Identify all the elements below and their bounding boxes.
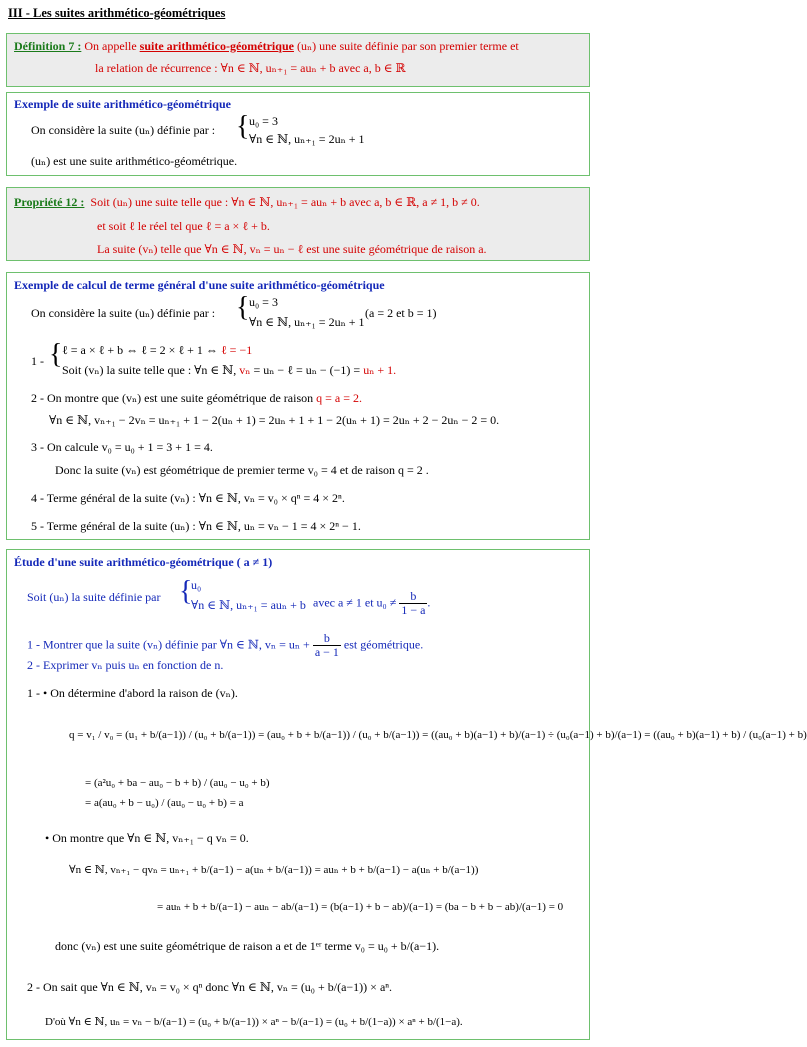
study-system-1: u₀ — [191, 578, 202, 592]
example-2-system-2: ∀n ∈ ℕ, uₙ₊₁ = 2uₙ + 1 — [249, 315, 365, 329]
definition-text-1: On appelle — [84, 39, 137, 53]
brace-icon: { — [179, 576, 193, 607]
fraction-denominator: 1 − a — [401, 603, 426, 617]
study-box — [6, 549, 807, 1040]
step-1-number: 1 - — [31, 354, 44, 368]
study-condition-text: avec a ≠ 1 et u₀ ≠ — [313, 595, 397, 610]
definition-label: Définition 7 : — [14, 39, 82, 53]
example-1-line-1: On considère la suite (uₙ) définie par : — [31, 123, 216, 137]
definition-term: suite arithmético-géométrique — [139, 39, 294, 53]
example-1-box — [6, 92, 590, 176]
step-1-result: ℓ = −1 — [220, 343, 253, 357]
study-system-2: ∀n ∈ ℕ, uₙ₊₁ = auₙ + b — [191, 598, 306, 612]
property-box — [6, 187, 590, 261]
answer-1-intro: 1 - • On détermine d'abord la raison de (vₙ). — [27, 686, 238, 700]
step-5-line: 5 - Terme général de la suite (uₙ) : ∀n ∈ ℕ, uₙ = vₙ − 1 = 4 × 2ⁿ − 1. — [31, 519, 361, 533]
definition-line-2: la relation de récurrence : ∀n ∈ ℕ, uₙ₊₁ = auₙ + b avec a, b ∈ ℝ — [95, 61, 406, 75]
study-intro: Soit (uₙ) la suite définie par — [27, 590, 161, 604]
step-1-definition: Soit (vₙ) la suite telle que : ∀n ∈ ℕ, — [62, 363, 237, 377]
step-1-equation: ℓ = a × ℓ + b ⇔ ℓ = 2 × ℓ + 1 ⇔ — [62, 343, 218, 357]
property-text-1: Soit (uₙ) une suite telle que : ∀n ∈ ℕ, uₙ₊₁ = auₙ + b avec a, b ∈ ℝ, a ≠ 1, b ≠ 0. — [90, 195, 480, 209]
definition-box — [6, 33, 590, 87]
property-line-3: La suite (vₙ) telle que ∀n ∈ ℕ, vₙ = uₙ − ℓ est une suite géométrique de raison a. — [97, 242, 487, 256]
step-1-middle: = uₙ − ℓ = uₙ − (−1) = — [253, 363, 361, 377]
answer-2-line-2: D'où ∀n ∈ ℕ, uₙ = vₙ − b/(a−1) = (u₀ + b/(a−1)) × aⁿ − b/(a−1) = (u₀ + b/(1−a)) × aⁿ + b/(1−a). — [45, 1016, 463, 1028]
brace-icon: { — [236, 292, 250, 323]
question-1-fraction — [313, 632, 341, 659]
step-2-text: 2 - On montre que (vₙ) est une suite géométrique de raison — [31, 391, 314, 405]
section-title: III - Les suites arithmético-géométriques — [8, 6, 226, 20]
fraction-denominator: a − 1 — [314, 645, 339, 659]
question-2: 2 - Exprimer vₙ puis uₙ en fonction de n. — [27, 658, 224, 672]
step-1-line-1 — [62, 343, 252, 357]
question-1 — [27, 632, 423, 659]
step-1-vn: vₙ — [239, 363, 251, 377]
fraction-numerator: b — [399, 590, 427, 604]
brace-icon: { — [236, 111, 250, 142]
fraction-numerator: b — [313, 632, 341, 646]
question-1-text: 1 - Montrer que la suite (vₙ) définie par ∀n ∈ ℕ, vₙ = uₙ + — [27, 637, 310, 652]
step-4-line: 4 - Terme général de la suite (vₙ) : ∀n ∈ ℕ, vₙ = v₀ × qⁿ = 4 × 2ⁿ. — [31, 491, 345, 505]
example-1-system-1: u₀ = 3 — [249, 114, 278, 128]
definition-text-2: (uₙ) une suite définie par son premier terme et — [296, 39, 519, 53]
answer-1-second: • On montre que ∀n ∈ ℕ, vₙ₊₁ − q vₙ = 0. — [45, 831, 249, 845]
difference-simplification: = auₙ + b + b/(a−1) − auₙ − ab/(a−1) = (b(a−1) + b − ab)/(a−1) = (ba − b + b − ab)/(a−1) = 0 — [157, 901, 564, 913]
brace-icon: { — [49, 339, 63, 370]
step-1-vn-result: uₙ + 1. — [363, 363, 397, 377]
ratio-equation: q = v₁ / v₀ = (u₁ + b/(a−1)) / (u₀ + b/(a−1)) = (au₀ + b + b/(a−1)) / (u₀ + b/(a−1)) = ((au₀ + b)(a−1) + b)/(a−1) ÷ (u₀(a−1) + b)/(a−1) = ((au₀ + b)(a−1) + b) / (u₀(a−1) + b) — [69, 729, 807, 741]
example-2-params: (a = 2 et b = 1) — [365, 306, 437, 320]
ratio-simplification-1: = (a²u₀ + ba − au₀ − b + b) / (au₀ − u₀ + b) — [85, 777, 270, 789]
step-1-line-2 — [62, 363, 396, 377]
study-heading: Étude d'une suite arithmético-géométrique ( a ≠ 1) — [14, 555, 273, 569]
definition-line-1 — [14, 39, 519, 53]
conclusion-line: donc (vₙ) est une suite géométrique de raison a et de 1ᵉʳ terme v₀ = u₀ + b/(a−1). — [55, 939, 440, 953]
property-label: Propriété 12 : — [14, 195, 85, 209]
step-2-line-2: ∀n ∈ ℕ, vₙ₊₁ − 2vₙ = uₙ₊₁ + 1 − 2(uₙ + 1) = 2uₙ + 1 + 1 − 2(uₙ + 1) = 2uₙ + 2 − 2uₙ − 2 = 0. — [49, 413, 500, 427]
step-2-line-1 — [31, 391, 362, 405]
example-2-heading: Exemple de calcul de terme général d'une suite arithmético-géométrique — [14, 278, 385, 292]
ratio-simplification-2: = a(au₀ + b − u₀) / (au₀ − u₀ + b) = a — [85, 797, 244, 809]
difference-equation: ∀n ∈ ℕ, vₙ₊₁ − qvₙ = uₙ₊₁ + b/(a−1) − a(uₙ + b/(a−1)) = auₙ + b + b/(a−1) − a(uₙ + b/(a−1)) — [69, 864, 479, 876]
property-line-2: et soit ℓ le réel tel que ℓ = a × ℓ + b. — [97, 219, 270, 233]
study-condition: avec a ≠ 1 et u₀ ≠ $\frac{b}{1 - a}$ . — [313, 589, 431, 617]
step-2-ratio: q = a = 2. — [316, 391, 362, 405]
step-3-line-2: Donc la suite (vₙ) est géométrique de premier terme v₀ = 4 et de raison q = 2 . — [55, 463, 429, 477]
property-line-1 — [14, 195, 480, 209]
question-1-end: est géométrique. — [343, 637, 424, 652]
study-condition-fraction — [399, 590, 427, 617]
example-2-line-1: On considère la suite (uₙ) définie par : — [31, 306, 216, 320]
example-1-line-2: (uₙ) est une suite arithmético-géométrique. — [31, 154, 238, 168]
example-1-heading: Exemple de suite arithmético-géométrique — [14, 97, 231, 111]
step-3-line-1: 3 - On calcule v₀ = u₀ + 1 = 3 + 1 = 4. — [31, 440, 213, 454]
example-2-box — [6, 272, 590, 540]
example-2-system-1: u₀ = 3 — [249, 295, 278, 309]
example-1-system-2: ∀n ∈ ℕ, uₙ₊₁ = 2uₙ + 1 — [249, 132, 365, 146]
answer-2-line-1: 2 - On sait que ∀n ∈ ℕ, vₙ = v₀ × qⁿ donc ∀n ∈ ℕ, vₙ = (u₀ + b/(a−1)) × aⁿ. — [27, 980, 393, 994]
